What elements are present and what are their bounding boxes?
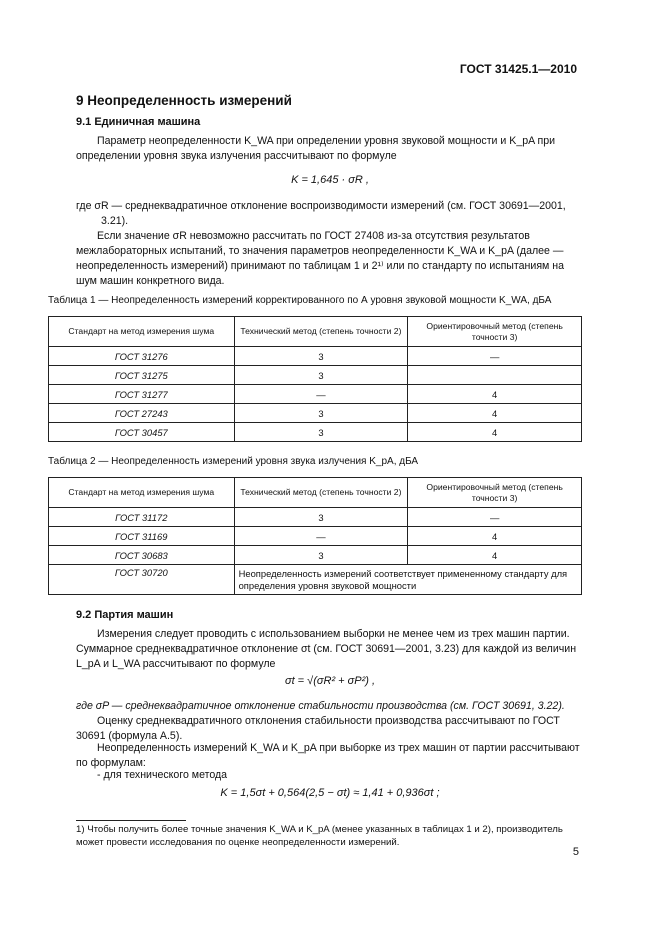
table1-caption: Таблица 1 — Неопределенность измерений корректированного по А уровня звуковой мощности K_WA, дБА xyxy=(48,295,552,306)
table-cell: 3 xyxy=(234,366,408,385)
subsection-title-9-1: 9.1 Единичная машина xyxy=(76,116,201,128)
table-cell: ГОСТ 27243 xyxy=(49,404,235,423)
table1 xyxy=(48,316,582,442)
table-cell: ГОСТ 31169 xyxy=(49,527,235,546)
table-cell: 3 xyxy=(234,423,408,442)
table-cell: ГОСТ 31275 xyxy=(49,366,235,385)
paragraph-uncertainty: Неопределенность измерений K_WA и K_pA при выборке из трех машин от партии рассчитывают по формулам: xyxy=(76,742,580,769)
where-sigma-r: где σR — среднеквадратичное отклонение воспроизводимости измерений (см. ГОСТ 30691—2001, 3.21). xyxy=(76,200,566,227)
table-row xyxy=(49,508,582,527)
table-cell: ГОСТ 31276 xyxy=(49,347,235,366)
table-cell: ГОСТ 30720 xyxy=(49,565,235,595)
table2-header-approx: Ориентировочный метод (степень точности 3) xyxy=(408,478,582,508)
table1-header-tech: Технический метод (степень точности 2) xyxy=(234,317,408,347)
table-cell: 4 xyxy=(408,423,582,442)
table-cell: — xyxy=(408,347,582,366)
table-cell-note: Неопределенность измерений соответствует примененному стандарту для определения уровня звуковой мощности xyxy=(234,565,581,595)
table1-header-std: Стандарт на метод измерения шума xyxy=(49,317,235,347)
page-number: 5 xyxy=(572,846,579,858)
table2 xyxy=(48,477,582,595)
table-row xyxy=(49,527,582,546)
footnote: 1) Чтобы получить более точные значения K_WA и K_pA (менее указанных в таблицах 1 и 2), производитель может провести исследования по оценке неопределенности измерений. xyxy=(76,824,563,848)
document-code: ГОСТ 31425.1—2010 xyxy=(459,62,577,76)
table-row xyxy=(49,423,582,442)
table-row xyxy=(49,565,582,595)
table2-header-std: Стандарт на метод измерения шума xyxy=(49,478,235,508)
paragraph-production: Оценку среднеквадратичного отклонения стабильности производства рассчитывают по ГОСТ 30691 (формула А.5). xyxy=(76,715,560,742)
table-cell: — xyxy=(408,508,582,527)
formula-sigma-t: σt = √(σR² + σP²) , xyxy=(284,675,376,687)
paragraph-batch: Измерения следует проводить с использованием выборки не менее чем из трех машин партии. Суммарное среднеквадратичное отклонение σt (см. ГОСТ 30691—2001, 3.23) для каждой из величин L_pA и L_WA рассчитывают по формуле xyxy=(76,628,577,670)
table-row xyxy=(49,546,582,565)
table-row xyxy=(49,385,582,404)
paragraph-if-value: Если значение σR невозможно рассчитать по ГОСТ 27408 из-за отсутствия результатов межлабораторных испытаний, то значения параметров неопределенности K_WA и K_pA (далее — неопределенность измерений) принимают по таблицам 1 и 2¹⁾ или по стандарту по испытаниям на шум машин конкретного вида. xyxy=(76,230,565,287)
table2-header-tech: Технический метод (степень точности 2) xyxy=(234,478,408,508)
where-sigma-p: где σP — среднеквадратичное отклонение стабильности производства (см. ГОСТ 30691, 3.22). xyxy=(76,700,565,712)
formula-k: K = 1,645 · σR , xyxy=(291,174,369,186)
table-cell: 4 xyxy=(408,385,582,404)
table-cell: 4 xyxy=(408,527,582,546)
section-title: 9 Неопределенность измерений xyxy=(76,93,292,108)
table-cell: 3 xyxy=(234,508,408,527)
table-row xyxy=(49,404,582,423)
table2-caption: Таблица 2 — Неопределенность измерений уровня звука излучения K_pA, дБА xyxy=(48,456,419,467)
table-cell: 4 xyxy=(408,404,582,423)
list-item-technical: - для технического метода xyxy=(97,769,228,781)
table-cell: 3 xyxy=(234,546,408,565)
table-cell: ГОСТ 31172 xyxy=(49,508,235,527)
subsection-title-9-2: 9.2 Партия машин xyxy=(76,609,174,621)
footnote-divider xyxy=(76,820,186,821)
table-row xyxy=(49,347,582,366)
table-cell: — xyxy=(234,527,408,546)
table-cell: 4 xyxy=(408,546,582,565)
table-cell: ГОСТ 31277 xyxy=(49,385,235,404)
table-cell: 3 xyxy=(234,347,408,366)
table-cell: ГОСТ 30457 xyxy=(49,423,235,442)
table-cell: ГОСТ 30683 xyxy=(49,546,235,565)
table-cell: 3 xyxy=(234,404,408,423)
table-cell xyxy=(408,366,582,385)
paragraph-parameter: Параметр неопределенности K_WA при определении уровня звуковой мощности и K_pA при определении уровня звука излучения рассчитывают по формуле xyxy=(76,135,556,162)
table-row xyxy=(49,366,582,385)
table-cell: — xyxy=(234,385,408,404)
table1-header-approx: Ориентировочный метод (степень точности 3) xyxy=(408,317,582,347)
formula-k-technical: K = 1,5σt + 0,564(2,5 − σt) ≈ 1,41 + 0,936σt ; xyxy=(220,787,440,799)
